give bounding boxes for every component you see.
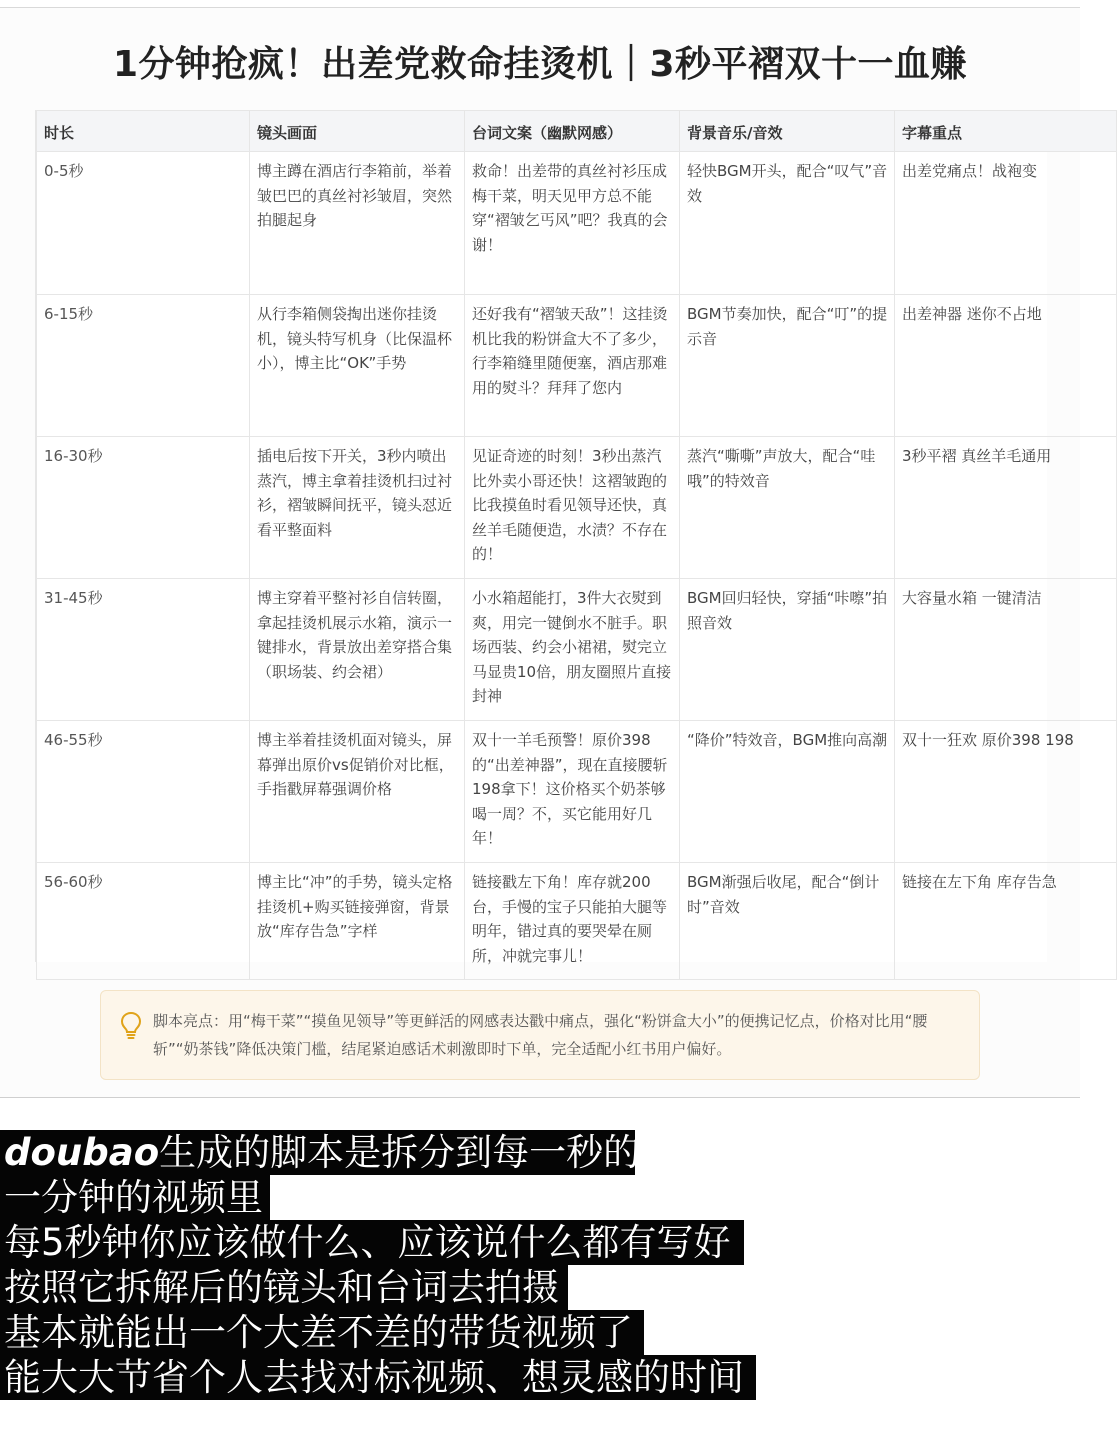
cell-line: 救命！出差带的真丝衬衫压成梅干菜，明天见甲方总不能穿“褶皱乞丐风”吧？我真的会谢！ — [465, 152, 680, 295]
cell-line: 还好我有“褶皱天敌”！这挂烫机比我的粉饼盒大不了多少，行李箱缝里随便塞，酒店那难用的熨斗？拜拜了您内 — [465, 295, 680, 437]
caption-text: 出差神器 迷你不占地 — [902, 305, 1042, 323]
table-row — [37, 295, 1117, 437]
caption-line-6: 能大大节省个人去找对标视频、想灵感的时间 — [0, 1355, 756, 1400]
cell-music: BGM节奏加快，配合“叮”的提示音 — [680, 295, 895, 437]
cell-duration: 31-45秒 — [37, 579, 250, 721]
script-table — [36, 110, 1117, 980]
caption-text: 出差党痛点！战袍变 — [902, 162, 1038, 180]
header-shot: 镜头画面 — [250, 111, 465, 152]
cell-shot: 博主蹲在酒店行李箱前，举着皱巴巴的真丝衬衫皱眉，突然拍腿起身 — [250, 152, 465, 295]
caption-line-3: 每5秒钟你应该做什么、应该说什么都有写好 — [0, 1220, 744, 1265]
cell-line: 链接戳左下角！库存就200台，手慢的宝子只能拍大腿等明年，错过真的要哭晕在厕所，冲就完事儿！ — [465, 863, 680, 980]
caption-line-5: 基本就能出一个大差不差的带货视频了 — [0, 1310, 644, 1355]
cell-music: 轻快BGM开头，配合“叹气”音效 — [680, 152, 895, 295]
cell-line: 见证奇迹的时刻！3秒出蒸汽比外卖小哥还快！这褶皱跑的比我摸鱼时看见领导还快，真丝羊毛随便造，水渍？不存在的！ — [465, 437, 680, 579]
script-table-container[interactable] — [35, 110, 1074, 965]
table-row — [37, 152, 1117, 295]
cell-shot: 从行李箱侧袋掏出迷你挂烫机，镜头特写机身（比保温杯小），博主比“OK”手势 — [250, 295, 465, 437]
cell-line: 双十一羊毛预警！原价398的“出差神器”，现在直接腰斩198拿下！这价格买个奶茶够喝一周？不，买它能用好几年！ — [465, 721, 680, 863]
cell-caption: 双十一狂欢 原价398 198 — [895, 721, 1117, 863]
caption-text: 链接在左下角 库存告急 — [902, 873, 1057, 891]
cell-caption — [895, 579, 1117, 721]
table-row — [37, 863, 1117, 980]
header-music: 背景音乐/音效 — [680, 111, 895, 152]
cell-caption — [895, 152, 1117, 295]
header-caption: 字幕重点 — [895, 111, 1117, 152]
lightbulb-icon — [119, 1011, 143, 1041]
cell-music: BGM回归轻快，穿插“咔嚓”拍照音效 — [680, 579, 895, 721]
script-highlight-callout — [100, 990, 980, 1080]
cell-duration: 56-60秒 — [37, 863, 250, 980]
cell-duration: 0-5秒 — [37, 152, 250, 295]
cell-shot: 博主举着挂烫机面对镜头，屏幕弹出原价vs促销价对比框，手指戳屏幕强调价格 — [250, 721, 465, 863]
caption-line-4: 按照它拆解后的镜头和台词去拍摄 — [0, 1265, 568, 1310]
document-title: 1分钟抢疯！出差党救命挂烫机｜3秒平褶双十一血赚 — [112, 44, 968, 85]
cell-shot: 插电后按下开关，3秒内喷出蒸汽，博主拿着挂烫机扫过衬衫，褶皱瞬间抚平，镜头怼近看平整面料 — [250, 437, 465, 579]
cell-music: 蒸汽“嘶嘶”声放大，配合“哇哦”的特效音 — [680, 437, 895, 579]
cell-music: “降价”特效音，BGM推向高潮 — [680, 721, 895, 863]
caption-brand: doubao — [4, 1131, 160, 1174]
header-line: 台词文案（幽默网感） — [465, 111, 680, 152]
cell-duration: 6-15秒 — [37, 295, 250, 437]
callout-text: 脚本亮点：用“梅干菜”“摸鱼见领导”等更鲜活的网感表达戳中痛点，强化“粉饼盒大小”的便携记忆点，价格对比用“腰斩”“奶茶钱”降低决策门槛，结尾紧迫感话术刺激即时下单，完全适配小红书用户偏好。 — [153, 1012, 928, 1058]
cell-shot: 博主穿着平整衬衫自信转圈，拿起挂烫机展示水箱，演示一键排水，背景放出差穿搭合集（职场装、约会裙） — [250, 579, 465, 721]
cell-music: BGM渐强后收尾，配合“倒计时”音效 — [680, 863, 895, 980]
cell-line: 小水箱超能打，3件大衣熨到爽，用完一键倒水不脏手。职场西装、约会小裙裙，熨完立马显贵10倍，朋友圈照片直接封神 — [465, 579, 680, 721]
table-row — [37, 721, 1117, 863]
bottom-divider — [0, 1097, 1080, 1098]
table-row — [37, 579, 1117, 721]
cell-caption — [895, 863, 1117, 980]
caption-text: 3秒平褶 真丝羊毛通用 — [902, 447, 1052, 465]
caption-line-1-text: 生成的脚本是拆分到每一秒的 — [159, 1131, 641, 1174]
cell-shot: 博主比“冲”的手势，镜头定格挂烫机+购买链接弹窗，背景放“库存告急”字样 — [250, 863, 465, 980]
caption-line-2: 一分钟的视频里 — [0, 1175, 270, 1220]
table-header-row — [37, 111, 1117, 152]
cell-caption — [895, 295, 1117, 437]
cell-duration: 16-30秒 — [37, 437, 250, 579]
table-row — [37, 437, 1117, 579]
caption-text: 大容量水箱 一键清洁 — [902, 589, 1042, 607]
cell-duration: 46-55秒 — [37, 721, 250, 863]
caption-line-1 — [0, 1130, 641, 1175]
cell-caption — [895, 437, 1117, 579]
header-duration: 时长 — [37, 111, 250, 152]
